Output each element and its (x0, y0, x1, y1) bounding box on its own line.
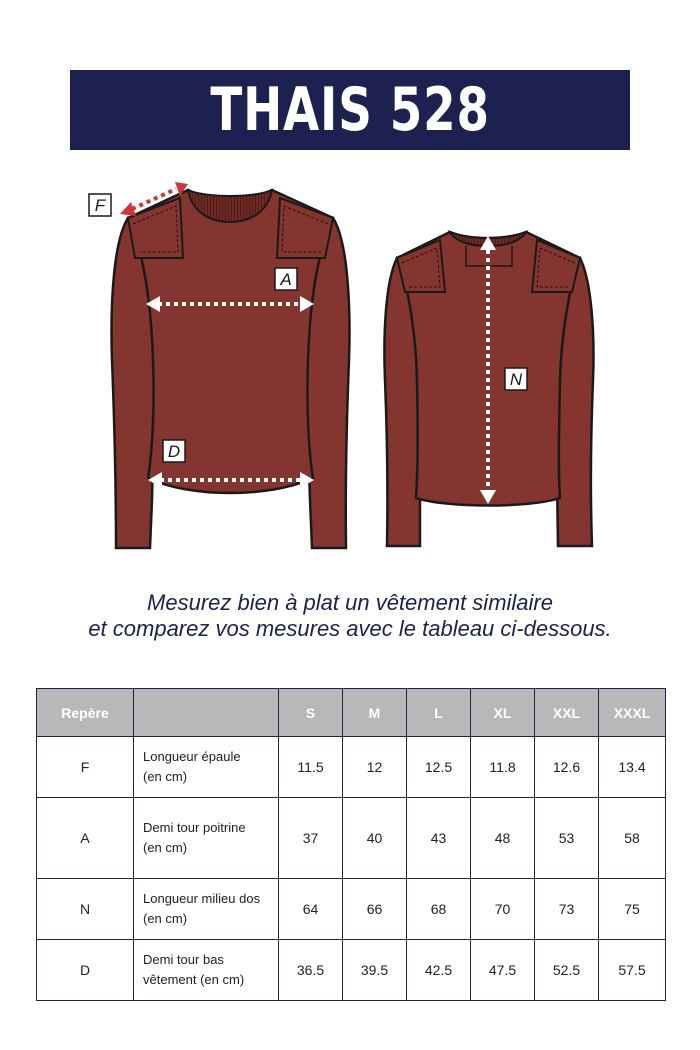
repere-cell: N (37, 879, 134, 940)
label-cell (134, 879, 279, 940)
value-cell: 58 (599, 798, 666, 879)
header-label (134, 689, 279, 737)
table-row (37, 798, 666, 879)
value-cell: 11.8 (471, 737, 535, 798)
value-cell: 66 (343, 879, 407, 940)
label-line-2: (en cm) (143, 769, 188, 784)
repere-cell: F (37, 737, 134, 798)
value-cell: 53 (535, 798, 599, 879)
front-view (112, 182, 350, 548)
label-cell (134, 940, 279, 1001)
value-cell: 57.5 (599, 940, 666, 1001)
label-line-1: Longueur épaule (143, 749, 241, 764)
instructions-line-1: Mesurez bien à plat un vêtement similaire (147, 590, 553, 615)
header-repere: Repère (37, 689, 134, 737)
value-cell: 40 (343, 798, 407, 879)
page-title: THAIS 528 (210, 75, 490, 145)
title-banner (70, 70, 630, 150)
marker-A-label: A (280, 270, 292, 289)
marker-F-label: F (94, 196, 106, 215)
value-cell: 12 (343, 737, 407, 798)
value-cell: 37 (279, 798, 343, 879)
value-cell: 52.5 (535, 940, 599, 1001)
value-cell: 36.5 (279, 940, 343, 1001)
label-cell (134, 737, 279, 798)
header-size-xxl: XXL (535, 689, 599, 737)
marker-N (505, 368, 527, 390)
value-cell: 12.5 (407, 737, 471, 798)
header-size-xl: XL (471, 689, 535, 737)
back-left-shoulder-patch (397, 240, 445, 292)
measuring-instructions (0, 590, 700, 642)
value-cell: 68 (407, 879, 471, 940)
value-cell: 47.5 (471, 940, 535, 1001)
table-row (37, 940, 666, 1001)
table-row (37, 737, 666, 798)
instructions-line-2: et comparez vos mesures avec le tableau ci-dessous. (88, 616, 612, 641)
label-line-2: (en cm) (143, 840, 188, 855)
value-cell: 43 (407, 798, 471, 879)
table-row (37, 879, 666, 940)
header-size-xxxl: XXXL (599, 689, 666, 737)
value-cell: 64 (279, 879, 343, 940)
label-line-1: Demi tour bas (143, 952, 224, 967)
marker-F (89, 194, 111, 216)
label-line-2: vêtement (en cm) (143, 972, 245, 987)
value-cell: 39.5 (343, 940, 407, 1001)
label-line-1: Longueur milieu dos (143, 891, 261, 906)
table-header-row (37, 689, 666, 737)
back-right-shoulder-patch (532, 240, 580, 292)
label-cell (134, 798, 279, 879)
header-size-s: S (279, 689, 343, 737)
value-cell: 13.4 (599, 737, 666, 798)
garment-illustration (0, 170, 700, 570)
marker-N-label: N (509, 370, 523, 389)
repere-cell: D (37, 940, 134, 1001)
marker-A (275, 268, 297, 290)
value-cell: 11.5 (279, 737, 343, 798)
value-cell: 42.5 (407, 940, 471, 1001)
size-table (36, 688, 666, 1001)
repere-cell: A (37, 798, 134, 879)
value-cell: 73 (535, 879, 599, 940)
header-size-l: L (407, 689, 471, 737)
label-line-1: Demi tour poitrine (143, 820, 246, 835)
value-cell: 48 (471, 798, 535, 879)
header-size-m: M (343, 689, 407, 737)
value-cell: 75 (599, 879, 666, 940)
value-cell: 12.6 (535, 737, 599, 798)
value-cell: 70 (471, 879, 535, 940)
marker-D (163, 440, 185, 462)
marker-D-label: D (167, 442, 181, 461)
back-view (384, 232, 593, 546)
label-line-2: (en cm) (143, 911, 188, 926)
